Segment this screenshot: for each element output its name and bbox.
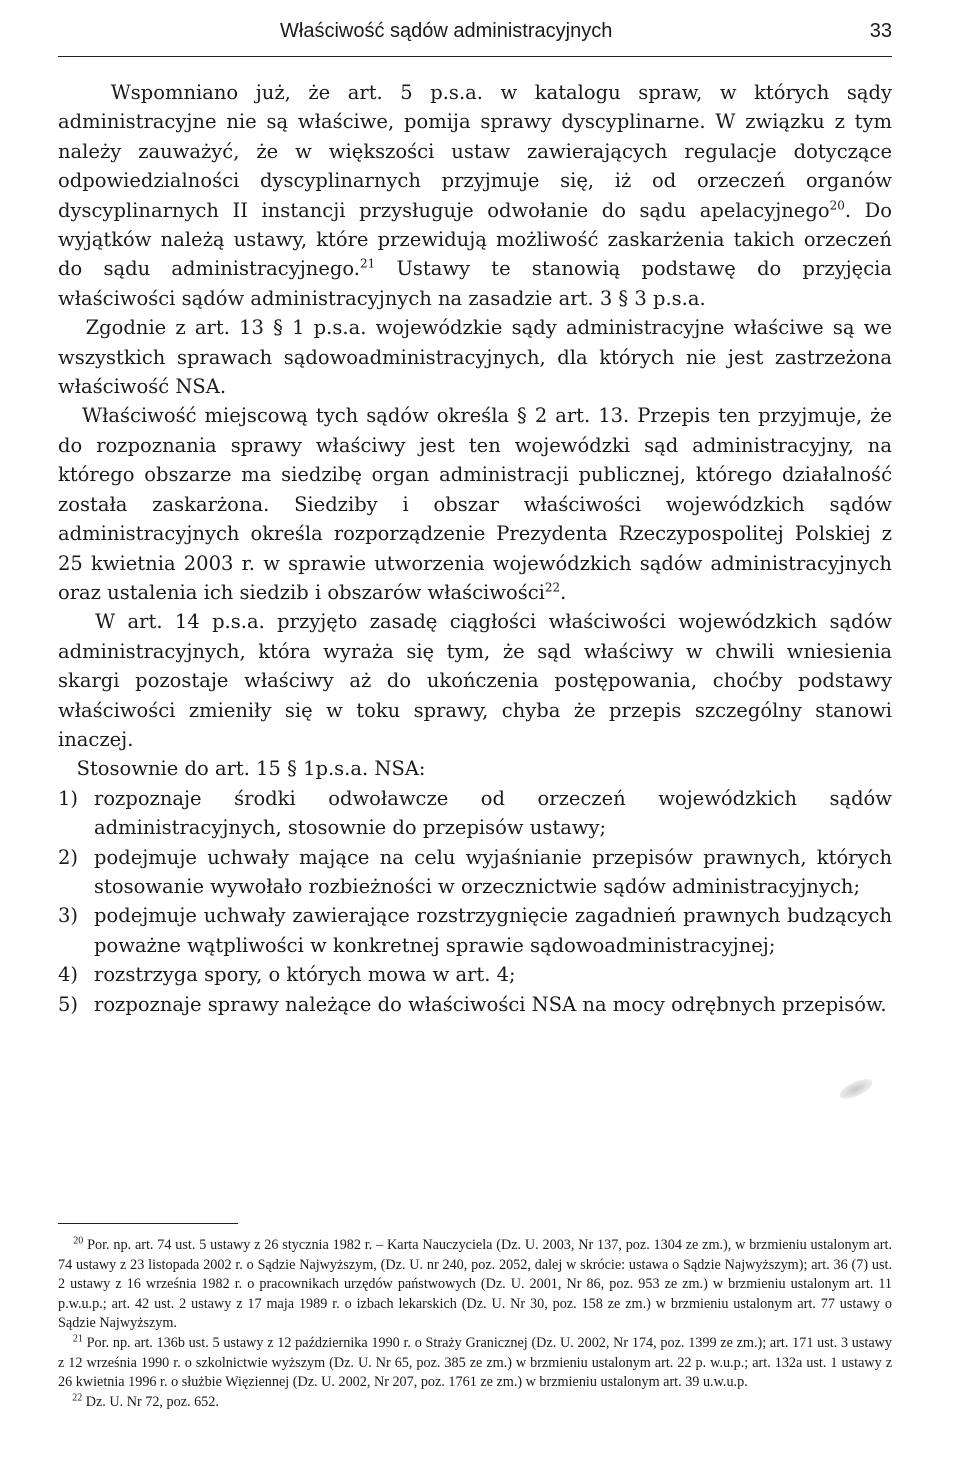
footnote-ref-21[interactable]: 21 [359, 256, 376, 271]
footnote-ref-22[interactable]: 22 [544, 580, 561, 595]
scan-smudge [837, 1075, 876, 1103]
paragraph-3: Właściwość miejscową tych sądów określa § 2 art. 13. Przepis ten przyjmuje, że do rozpoznania sprawy właściwy jest ten wojewódzki sąd administracyjny, na którego obszarze ma siedzibę organ administracji publicznej, którego działalność została zaskarżona. Siedziby i obszar właściwości wojewódzkich sądów administracyjnych określa rozporządzenie Prezydenta Rzeczypospolitej Polskiej z 25 kwietnia 2003 r. w sprawie utworzenia wojewódzkich sądów administracyjnych oraz ustalenia ich siedzib i obszarów właściwości$^{22}$. [58, 404, 892, 604]
list-item: 1) rozpoznaje środki odwoławcze od orzeczeń wojewódzkich sądów administracyjnych, stosownie do przepisów ustawy; [58, 786, 892, 840]
list-item: 2) podejmuje uchwały mające na celu wyjaśnianie przepisów prawnych, których stosowanie wywołało rozbieżności w orzecznictwie sądów administracyjnych; [58, 845, 892, 898]
nsa-competence-list [58, 784, 892, 1019]
paragraph-1: Wspomniano już, że art. 5 p.s.a. w katalogu spraw, w których sądy administracyjne nie są właściwe, pomija sprawy dyscyplinarne. W związku z tym należy zauważyć, że w większości ustaw zawierających regulacje dotyczące odpowiedzialności dyscyplinarnych przyjmuje się, iż od orzeczeń organów dyscyplinarnych II instancji przysługuje odwołanie do sądu apelacyjnego$^{20}$. Do wyjątków należą ustawy, które przewidują możliwość zaskarżenia takich orzeczeń do sądu administracyjnego.$^{21}$ Ustawy te stanowią podstawę do przyjęcia właściwości sądów administracyjnych na zasadzie art. 3 § 3 p.s.a. [58, 81, 892, 310]
footnote-rule [58, 1223, 238, 1224]
list-item: 4) rozstrzyga spory, o których mowa w art. 4; [58, 963, 516, 987]
running-header [280, 20, 892, 43]
list-item: 5) rozpoznaje sprawy należące do właściwości NSA na mocy odrębnych przepisów. [58, 992, 887, 1016]
footnote-20: $^{20}$ Por. np. art. 74 ust. 5 ustawy z 26 stycznia 1982 r. – Karta Nauczyciela (Dz. U. 2003, Nr 137, poz. 1304 ze zm.), w brzmieniu ustalonym art. 74 ustawy z 23 listopada 2002 r. o Sądzie Najwyższym, (Dz. U. nr 240, poz. 2052, dalej w skrócie: ustawa o Sądzie Najwyższym); art. 36 (7) ust. 2 ustawy z 16 września 1982 r. o pracownikach urzędów państwowych (Dz. U. 2001, Nr 86, poz. 953 ze zm.) w brzmieniu ustalonym art. 11 p.w.u.p.; art. 42 ust. 2 ustawy z 17 maja 1989 r. o izbach lekarskich (Dz. U. Nr 30, poz. 158 ze zm.) w brzmieniu ustalonym art. 77 ustawy o Sądzie Najwyższym. [58, 1235, 892, 1332]
list-item: 3) podejmuje uchwały zawierające rozstrzygnięcie zagadnień prawnych budzących poważne wątpliwości w konkretnej sprawie sądowoadministracyjnej; [58, 904, 892, 957]
footnote-21: $^{21}$ Por. np. art. 136b ust. 5 ustawy z 12 października 1990 r. o Straży Granicznej (Dz. U. 2002, Nr 174, poz. 1399 ze zm.); art. 171 ust. 3 ustawy z 12 września 1990 r. o szkolnictwie wyższym (Dz. U. Nr 65, poz. 385 ze zm.) w brzmieniu ustalonym art. 22 p. w.u.p.; art. 132a ust. 1 ustawy z 26 kwietnia 1996 r. o służbie Więziennej (Dz. U. 2002, Nr 207, poz. 1761 ze zm.) w brzmieniu ustalonym art. 39 u.w.u.p. [58, 1333, 892, 1391]
page-number: 33 [869, 20, 892, 42]
footnotes [58, 1236, 892, 1412]
footnote-22: $^{22}$ Dz. U. Nr 72, poz. 652. [72, 1392, 219, 1410]
paragraph-5: Stosownie do art. 15 § 1p.s.a. NSA: [76, 757, 426, 781]
main-text [58, 78, 892, 1019]
paragraph-4: W art. 14 p.s.a. przyjęto zasadę ciągłości właściwości wojewódzkich sądów administracyjnych, która wyraża się tym, że sąd właściwy w chwili wniesienia skargi pozostaje właściwy aż do ukończenia postępowania, choćby podstawy właściwości zmieniły się w toku sprawy, chyba że przepis szczególny stanowi inaczej. [58, 610, 892, 751]
running-header-title: Właściwość sądów administracyjnych [280, 20, 613, 42]
paragraph-2: Zgodnie z art. 13 § 1 p.s.a. wojewódzkie sądy administracyjne właściwe są we wszystkich sprawach sądowoadministracyjnych, dla których nie jest zastrzeżona właściwość NSA. [58, 316, 892, 399]
footnote-ref-20[interactable]: 20 [829, 198, 845, 213]
header-rule [58, 56, 892, 57]
